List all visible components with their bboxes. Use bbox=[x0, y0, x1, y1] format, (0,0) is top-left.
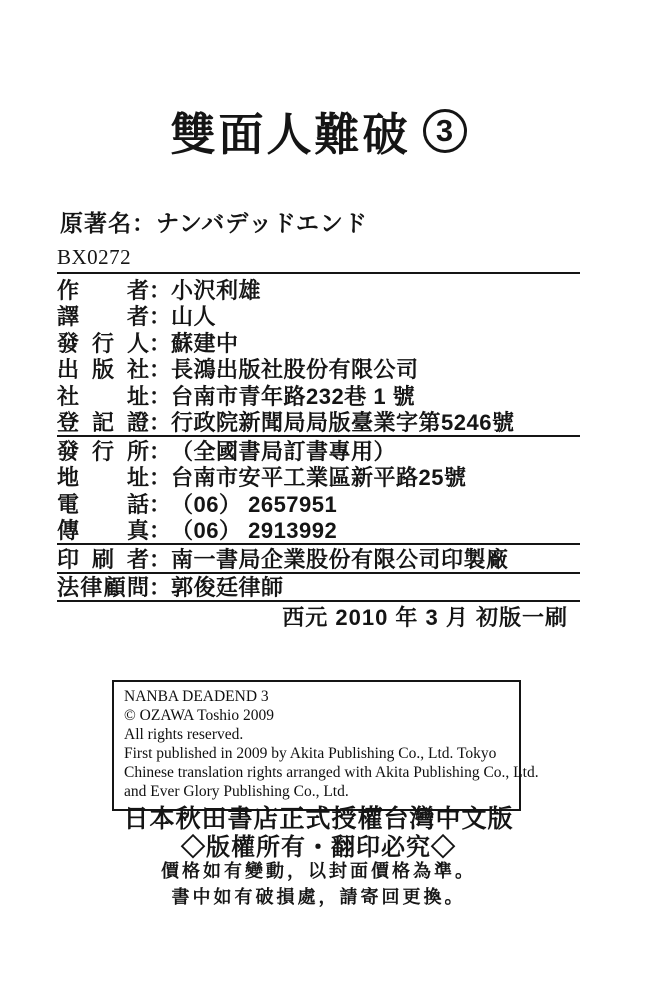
colophon-group-legal bbox=[57, 574, 580, 603]
row-value: 長鴻出版社股份有限公司 bbox=[171, 357, 419, 383]
license-statement: 日本秋田書店正式授權台灣中文版 bbox=[123, 805, 514, 833]
copyright-line: NANBA DEADEND 3 bbox=[124, 688, 269, 705]
table-row-translator: 譯 者 ： 山人 bbox=[57, 303, 580, 330]
title-block bbox=[57, 98, 580, 163]
table-row-publisher: 出 版 社 ： 長鴻出版社股份有限公司 bbox=[57, 356, 580, 383]
table-row-printer: 印 刷 者 ： 南一書局企業股份有限公司印製廠 bbox=[57, 545, 580, 572]
colophon-group-printer bbox=[57, 545, 580, 574]
damage-return-note: 書中如有破損處，請寄回更換。 bbox=[171, 887, 466, 907]
table-row-distributor: 發 行 所 ： （全國書局訂書專用） bbox=[57, 437, 580, 464]
book-code: BX0272 bbox=[57, 245, 132, 269]
volume-badge bbox=[423, 109, 467, 153]
original-title-line: 原著名：ナンバデッドエンド bbox=[60, 210, 368, 236]
table-row-phone: 電 話 ： （06） 2657951 bbox=[57, 490, 580, 517]
row-value: 山人 bbox=[171, 304, 217, 330]
table-row-fax: 傳 真 ： （06） 2913992 bbox=[57, 517, 580, 544]
row-value: 郭俊廷律師 bbox=[171, 575, 284, 601]
row-value: 台南市青年路232巷 1 號 bbox=[171, 383, 416, 409]
colophon-table bbox=[57, 276, 580, 634]
row-value: 小沢利雄 bbox=[171, 277, 262, 303]
copyright-line: First published in 2009 by Akita Publishing Co., Ltd. Tokyo bbox=[124, 745, 497, 762]
rights-reserved-statement: ◇版權所有・翻印必究◇ bbox=[181, 834, 456, 861]
table-row-legal-advisor: 法 律 顧 問 ： 郭俊廷律師 bbox=[57, 574, 580, 601]
copyright-line: © OZAWA Toshio 2009 bbox=[124, 707, 274, 724]
copyright-line: All rights reserved. bbox=[124, 726, 244, 743]
row-value: （06） 2657951 bbox=[171, 491, 338, 517]
table-row-registration: 登 記 證 ： 行政院新聞局局版臺業字第5246號 bbox=[57, 409, 580, 436]
content-column bbox=[57, 0, 580, 998]
row-value: （06） 2913992 bbox=[171, 518, 338, 544]
edition-date-line: 西元 2010 年 3 月 初版一刷 bbox=[282, 605, 568, 630]
copyright-line: Chinese translation rights arranged with Akita Publishing Co., Ltd. bbox=[124, 764, 539, 781]
copyright-line: and Ever Glory Publishing Co., Ltd. bbox=[124, 783, 349, 800]
row-value: 南一書局企業股份有限公司印製廠 bbox=[171, 546, 509, 572]
table-row-author: 作 者 ： 小沢利雄 bbox=[57, 276, 580, 303]
volume-number: 3 bbox=[435, 112, 454, 148]
price-note: 價格如有變動，以封面價格為準。 bbox=[161, 861, 476, 881]
table-row-address: 地 址 ： 台南市安平工業區新平路25號 bbox=[57, 464, 580, 491]
row-value: 蘇建中 bbox=[171, 330, 239, 356]
colophon-group-publisher bbox=[57, 276, 580, 437]
table-row-issuer: 發 行 人 ： 蘇建中 bbox=[57, 329, 580, 356]
table-row-company-address: 社 址 ： 台南市青年路232巷 1 號 bbox=[57, 382, 580, 409]
row-value: （全國書局訂書專用） bbox=[171, 438, 397, 464]
page-title: 雙面人難破 bbox=[170, 109, 411, 160]
colophon-group-distribution bbox=[57, 437, 580, 545]
row-value: 台南市安平工業區新平路25號 bbox=[171, 465, 467, 491]
row-value: 行政院新聞局局版臺業字第5246號 bbox=[171, 410, 515, 436]
code-block bbox=[57, 245, 580, 274]
copyright-box bbox=[112, 680, 539, 811]
